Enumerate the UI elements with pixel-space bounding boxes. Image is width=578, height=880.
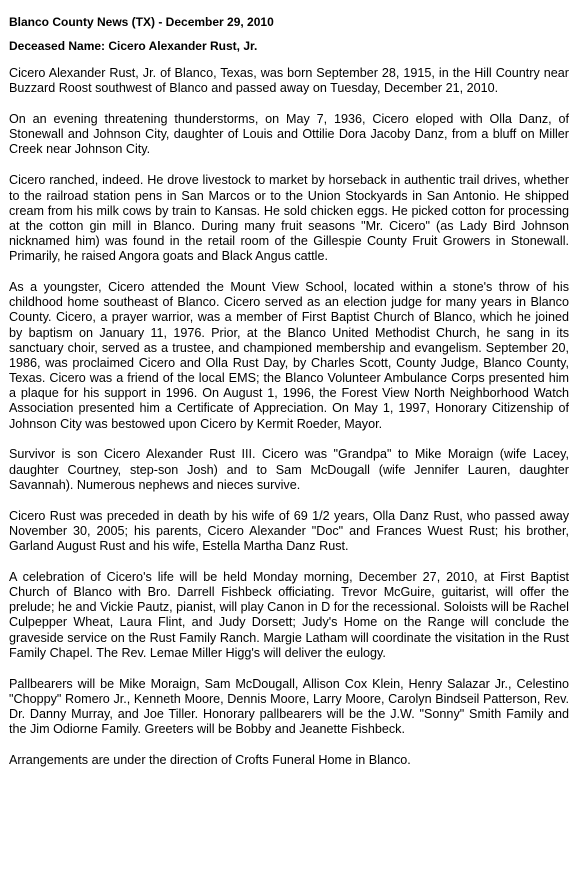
paragraph-community: As a youngster, Cicero attended the Mount View School, located within a stone's throw of his childhood home southeast of Blanco. Cicero served as an election judge for many years in Blanco County. Cicero, a prayer warrior, was a member of First Baptist Church of Blanco, which he joined by baptism on January 11, 1976. Prior, at the Blanco United Methodist Church, he sang in its sanctuary choir, served as a trustee, and championed membership and evangelism. September 20, 1986, was proclaimed Cicero and Olla Rust Day, by Charles Scott, County Judge, Blanco County, Texas. Cicero was a friend of the local EMS; the Blanco Volunteer Ambulance Corps presented him a plaque for his support in 1996. On August 1, 1996, the Forest View North Neighborhood Watch Association presented him a Certificate of Appreciation. On May 1, 1997, Honorary Citizenship of Johnson City was bestowed upon Cicero by Kermit Roeder, Mayor. [9,280,569,431]
paragraph-arrangements: Arrangements are under the direction of Crofts Funeral Home in Blanco. [9,753,411,768]
paragraph-birth-death: Cicero Alexander Rust, Jr. of Blanco, Texas, was born September 28, 1915, in the Hill Country near Buzzard Roost southwest of Blanco and passed away on Tuesday, December 21, 2010. [9,66,569,96]
paragraph-ranching: Cicero ranched, indeed. He drove livestock to market by horseback in authentic trail drives, whether to the railroad station pens in San Marcos or to the Union Stockyards in San Antonio. He shipped cream from his milk cows by train to Kansas. He sold chicken eggs. He picked cotton for processing at the cotton gin mill in Blanco. During many fruit seasons "Mr. Cicero" (as Lady Bird Johnson nicknamed him) was found in the retail room of the Gillespie County Fruit Growers in Stonewall. Primarily, he raised Angora goats and Black Angus cattle. [9,173,569,264]
paragraph-pallbearers: Pallbearers will be Mike Moraign, Sam McDougall, Allison Cox Klein, Henry Salazar Jr., Celestino "Choppy" Romero Jr., Kenneth Moore, Dennis Moore, Larry Moore, Carolyn Bindseil Patterson, Rev. Dr. Danny Murray, and Joe Tiller. Honorary pallbearers will be the J.W. "Sonny" Smith Family and the Jim Odiorne Family. Greeters will be Bobby and Jeanette Fishbeck. [9,676,569,737]
paragraph-marriage: On an evening threatening thunderstorms, on May 7, 1936, Cicero eloped with Olla Danz, of Stonewall and Johnson City, daughter of Louis and Ottilie Dora Jacoby Danz, from a bluff on Miller Creek near Johnson City. [9,112,569,157]
paragraph-survivors: Survivor is son Cicero Alexander Rust III. Cicero was "Grandpa" to Mike Moraign (wife Lacey, daughter Courtney, step-son Josh) and to Sam McDougall (wife Jennifer Lauren, daughter Savannah). Numerous nephews and nieces survive. [9,447,569,492]
source-line: Blanco County News (TX) - December 29, 2010 [9,15,274,29]
obituary-body [9,66,569,784]
deceased-name-line: Deceased Name: Cicero Alexander Rust, Jr. [9,39,258,53]
paragraph-preceded: Cicero Rust was preceded in death by his wife of 69 1/2 years, Olla Danz Rust, who passed away November 30, 2005; his parents, Cicero Alexander "Doc" and Frances Wuest Rust; his brother, Garland August Rust and his wife, Estella Martha Danz Rust. [9,508,569,554]
paragraph-service: A celebration of Cicero's life will be held Monday morning, December 27, 2010, at First Baptist Church of Blanco with Bro. Darrell Fishbeck officiating. Trevor McGuire, guitarist, will offer the prelude; he and Vickie Pautz, pianist, will play Canon in D for the recessional. Soloists will be Rachel Culpepper Wheat, Laura Flint, and Judy Dorsett; Judy's Home on the Range will conclude the graveside service on the Rust Family Ranch. Margie Latham will coordinate the visitation in the Rust Family Chapel. The Rev. Lemae Miller Higg's will deliver the eulogy. [9,570,569,660]
